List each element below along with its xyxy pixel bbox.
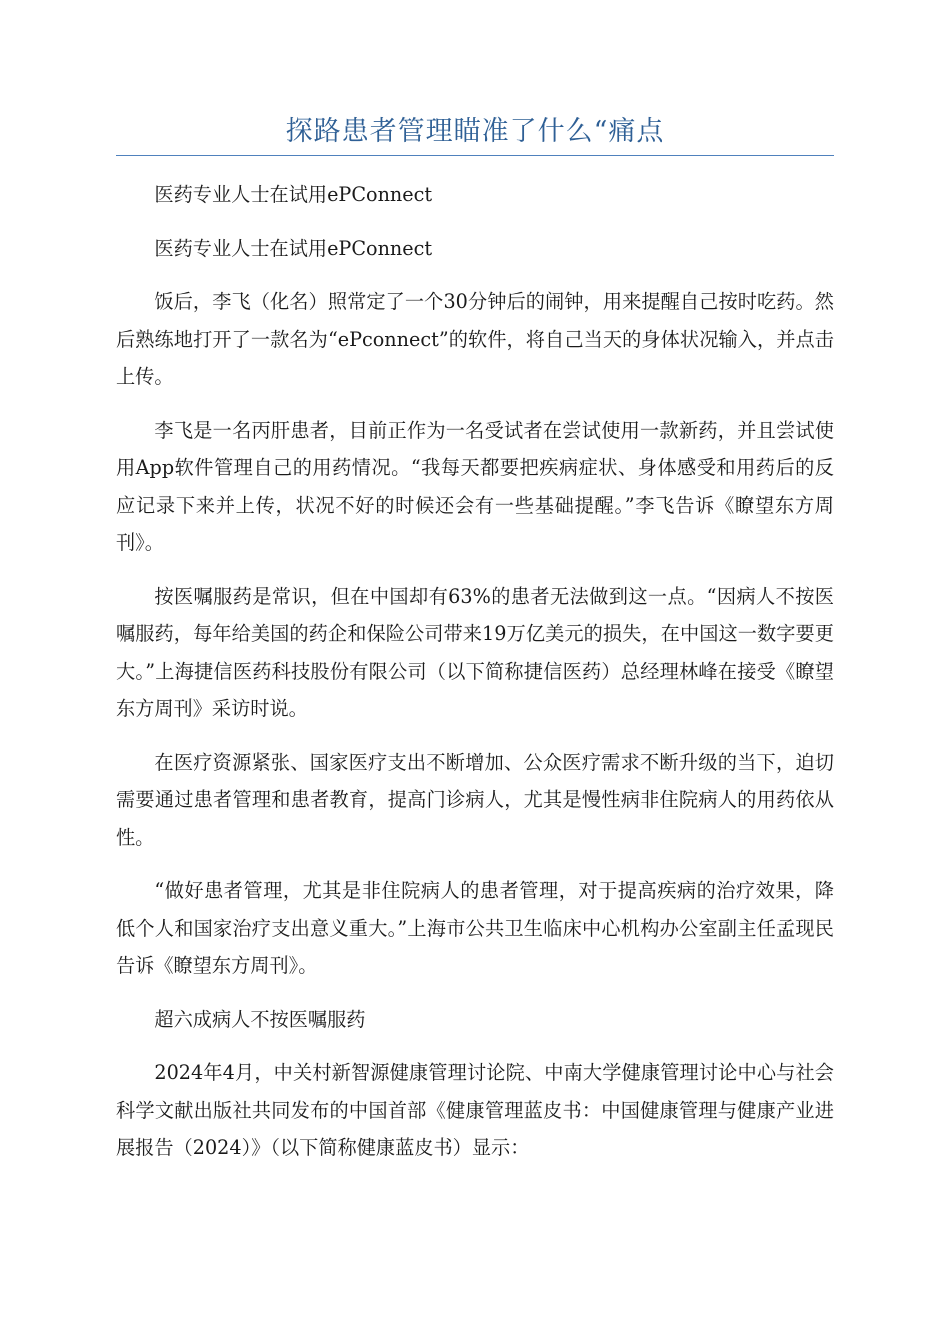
paragraph-li-fei-routine: 饭后，李飞（化名）照常定了一个30分钟后的闹钟，用来提醒自己按时吃药。然后熟练地打开了一款名为“ePconnect”的软件，将自己当天的身体状况输入，并点击上传。	[116, 290, 834, 388]
paragraph-quote-meng: “做好患者管理，尤其是非住院病人的患者管理，对于提高疾病的治疗效果，降低个人和国家治疗支出意义重大。”上海市公共卫生临床中心机构办公室副主任孟现民告诉《瞭望东方周刊》。	[116, 879, 834, 977]
section-heading: 超六成病人不按医嘱服药	[154, 1007, 366, 1031]
paragraph-compliance-stats: 按医嘱服药是常识，但在中国却有63%的患者无法做到这一点。“因病人不按医嘱服药，每年给美国的药企和保险公司带来19万亿美元的损失，在中国这一数字要更大。”上海捷信医药科技股份有限公司（以下简称捷信医药）总经理林峰在接受《瞭望东方周刊》采访时说。	[116, 584, 834, 720]
paragraph-bluebook: 2024年4月，中关村新智源健康管理讨论院、中南大学健康管理讨论中心与社会科学文献出版社共同发布的中国首部《健康管理蓝皮书：中国健康管理与健康产业进展报告（2024）》（以下简称健康蓝皮书）显示：	[116, 1061, 834, 1159]
paragraph-caption-1: 医药专业人士在试用ePConnect	[154, 183, 433, 206]
page-title: 探路患者管理瞄准了什么“痛点	[285, 116, 665, 147]
title-underline	[116, 155, 834, 156]
paragraph-caption-2: 医药专业人士在试用ePConnect	[154, 236, 433, 260]
paragraph-li-fei-patient: 李飞是一名丙肝患者，目前正作为一名受试者在尝试使用一款新药，并且尝试使用App软件管理自己的用药情况。“我每天都要把疾病症状、身体感受和用药后的反应记录下来并上传，状况不好的时候还会有一些基础提醒。”李飞告诉《瞭望东方周刊》。	[116, 418, 834, 554]
article-body	[116, 176, 834, 1183]
paragraph-medical-resources: 在医疗资源紧张、国家医疗支出不断增加、公众医疗需求不断升级的当下，迫切需要通过患者管理和患者教育，提高门诊病人，尤其是慢性病非住院病人的用药依从性。	[116, 750, 834, 849]
